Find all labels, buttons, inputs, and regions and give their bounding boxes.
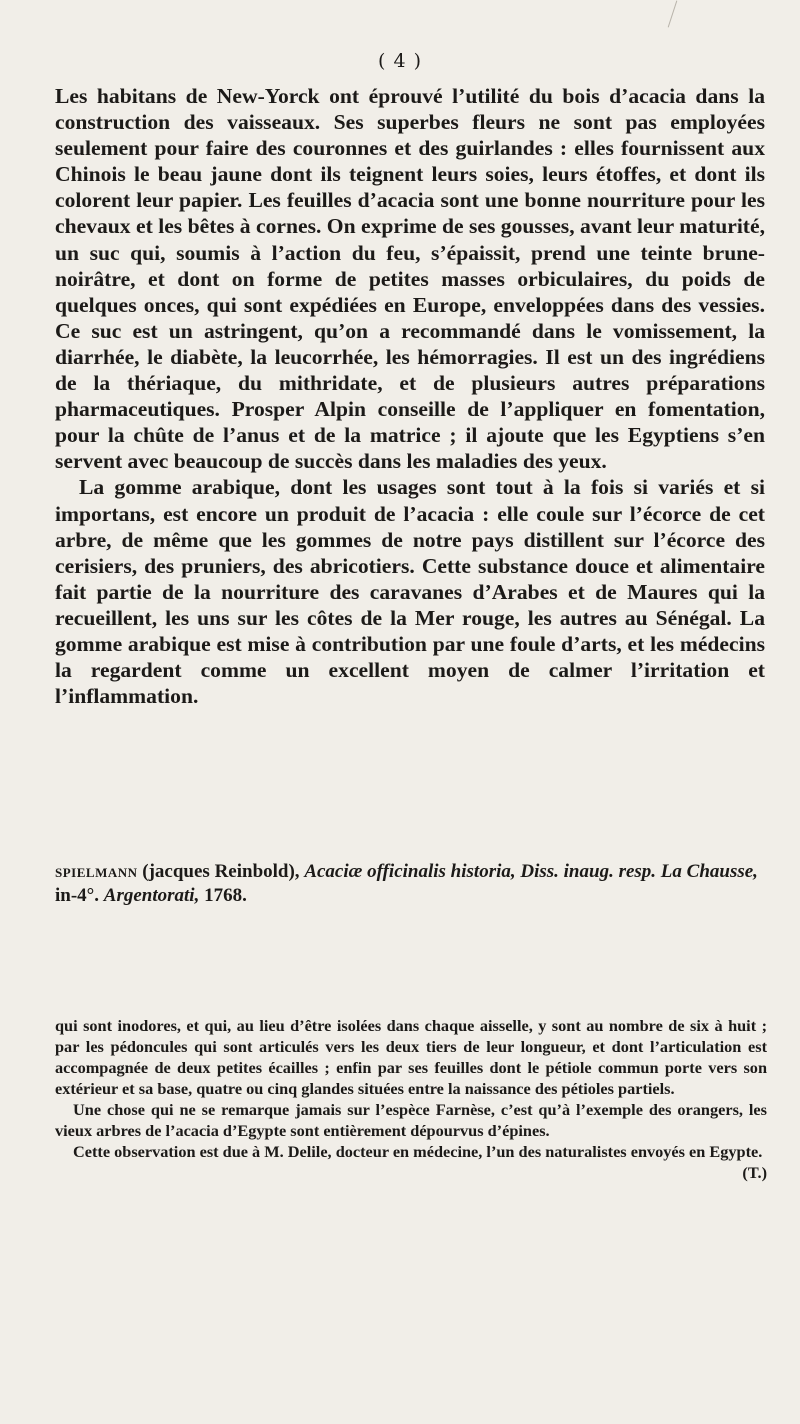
footnote-paragraph-3-text: Cette observation est due à M. Delile, docteur en médecine, l’un des naturalistes envoyés en Egypte. bbox=[73, 1142, 763, 1161]
main-text bbox=[55, 83, 765, 709]
main-paragraph-2: La gomme arabique, dont les usages sont tout à la fois si variés et si importans, est encore un produit de l’acacia : elle coule sur l’écorce de cet arbre, de même que les gommes de notre pays distillent sur l’écorce des cerisiers, des pruniers, des abricotiers. Cette substance douce et alimentaire fait partie de la nourriture des caravanes d’Arabes et de Maures qui la recueillent, les uns sur les côtes de la Mer rouge, les autres au Sénégal. La gomme arabique est mise à contribution par une foule d’arts, et les médecins la regardent comme un excellent moyen de calmer l’irritation et l’inflammation. bbox=[55, 475, 765, 709]
paper-mark bbox=[668, 1, 678, 28]
footnotes bbox=[55, 1015, 767, 1183]
reference-year: 1768. bbox=[199, 885, 247, 906]
main-paragraph-1: Les habitans de New-Yorck ont éprouvé l’utilité du bois d’acacia dans la construction des vaisseaux. Ses superbes fleurs ne sont pas employées seulement pour faire des couronnes et des guirlandes : elles fournissent aux Chinois le beau jaune dont ils teignent leurs soies, leurs étoffes, et dont ils colorent leur papier. Les feuilles d’acacia sont une bonne nourriture pour les chevaux et les bêtes à cornes. On exprime de ses gousses, avant leur maturité, un suc qui, soumis à l’action du feu, s’épaissit, prend une teinte brune-noirâtre, et dont on forme de petites masses orbiculaires, du poids de quelques onces, qui sont expédiées en Europe, enveloppées dans des vessies. Ce suc est un astringent, qu’on a recommandé dans le vomissement, la diarrhée, le diabète, la leucorrhée, les hémorragies. Il est un des ingrédiens de la thériaque, du mithridate, et de plusieurs autres préparations pharmaceutiques. Prosper Alpin conseille de l’appliquer en fomentation, pour la chûte de l’anus et de la matrice ; il ajoute que les Egyptiens s’en servent avec beaucoup de succès dans les maladies des yeux. bbox=[55, 84, 765, 474]
footnote-paragraph-2: Une chose qui ne se remarque jamais sur l’espèce Farnèse, c’est qu’à l’exemple des orangers, les vieux arbres de l’acacia d’Egypte sont entièrement dépourvus d’épines. bbox=[55, 1100, 767, 1140]
footnote-signature: (T.) bbox=[742, 1163, 767, 1182]
footnote-paragraph-1: qui sont inodores, et qui, au lieu d’être isolées dans chaque aisselle, y sont au nombre de six à huit ; par les pédoncules qui sont articulés vers les deux tiers de leur longueur, et dont l’articulation est accompagnée de deux petites écailles ; enfin par ses feuilles dont le pétiole commun porte vers son extérieur et sa base, quatre ou cinq glandes situées entre la naissance des pétioles partiels. bbox=[55, 1016, 767, 1098]
reference-title: Acaciæ officinalis historia, Diss. inaug. resp. La Chausse, bbox=[304, 861, 758, 882]
reference-place: Argentorati, bbox=[103, 885, 200, 906]
reference-author: spielmann bbox=[55, 861, 138, 882]
reference-format: in-4°. bbox=[55, 885, 104, 906]
page-number: ( 4 ) bbox=[378, 50, 422, 72]
reference-author-detail: (jacques Reinbold), bbox=[137, 861, 305, 882]
footnote-paragraph-3 bbox=[55, 1141, 767, 1182]
bibliographic-reference bbox=[55, 860, 767, 908]
